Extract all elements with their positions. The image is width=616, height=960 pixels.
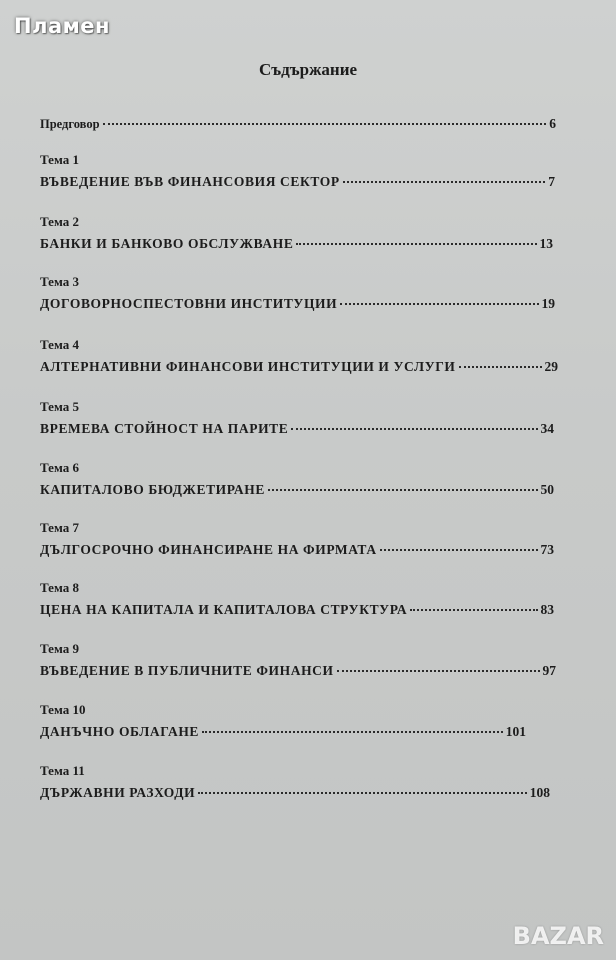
leader-dots xyxy=(380,549,538,551)
toc-entry-topic xyxy=(40,663,556,679)
toc-page-number: 73 xyxy=(540,542,554,557)
toc-page-number: 97 xyxy=(542,663,556,678)
toc-page-number: 101 xyxy=(505,724,526,739)
topic-title: ДЪЛГОСРОЧНО ФИНАНСИРАНЕ НА ФИРМАТА xyxy=(40,542,377,557)
toc-entry-topic xyxy=(40,174,555,190)
topic-title: ДЪРЖАВНИ РАЗХОДИ xyxy=(40,785,196,800)
toc-entry-label: Предговор xyxy=(40,117,100,131)
topic-title: ВРЕМЕВА СТОЙНОСТ НА ПАРИТЕ xyxy=(40,421,289,436)
topic-number-label: Тема 1 xyxy=(40,152,79,167)
toc-page-number: 83 xyxy=(540,602,554,617)
toc-entry-preface xyxy=(40,116,556,132)
toc-page-number: 7 xyxy=(548,174,555,189)
leader-dots xyxy=(202,731,503,733)
toc-page-number: 34 xyxy=(540,421,554,436)
leader-dots xyxy=(459,366,542,368)
toc-entry-topic xyxy=(40,296,555,312)
toc-title: Съдържание xyxy=(258,60,358,79)
topic-number-label: Тема 7 xyxy=(40,520,79,535)
bazar-logo: BAZAR xyxy=(512,922,604,950)
topic-number-label: Тема 4 xyxy=(40,337,79,352)
leader-dots xyxy=(340,303,538,305)
leader-dots xyxy=(291,428,537,430)
topic-number-label: Тема 9 xyxy=(40,641,79,656)
seller-name-watermark: Пламен xyxy=(14,14,111,38)
topic-number-label: Тема 5 xyxy=(40,399,79,414)
toc-entry-topic xyxy=(40,785,550,801)
leader-dots xyxy=(268,489,538,491)
leader-dots xyxy=(337,670,540,672)
leader-dots xyxy=(103,123,547,125)
topic-title: ВЪВЕДЕНИЕ В ПУБЛИЧНИТЕ ФИНАНСИ xyxy=(40,663,334,678)
toc-page-number: 6 xyxy=(549,116,556,131)
topic-title: ЦЕНА НА КАПИТАЛА И КАПИТАЛОВА СТРУКТУРА xyxy=(40,602,408,617)
topic-number-label: Тема 10 xyxy=(40,702,86,717)
toc-entry-topic xyxy=(40,724,526,740)
topic-title: КАПИТАЛОВО БЮДЖЕТИРАНЕ xyxy=(40,482,265,497)
topic-number-label: Тема 3 xyxy=(40,274,79,289)
toc-page-number: 19 xyxy=(541,296,555,311)
toc-entry-topic xyxy=(40,602,554,618)
toc-page-number: 29 xyxy=(544,359,558,374)
topic-number-label: Тема 6 xyxy=(40,460,79,475)
topic-title: АЛТЕРНАТИВНИ ФИНАНСОВИ ИНСТИТУЦИИ И УСЛУГИ xyxy=(40,359,456,374)
toc-entry-topic xyxy=(40,482,554,498)
leader-dots xyxy=(296,243,536,245)
topic-number-label: Тема 8 xyxy=(40,580,79,595)
toc-page-number: 108 xyxy=(529,785,550,800)
topic-number-label: Тема 11 xyxy=(40,763,85,778)
toc-entry-topic xyxy=(40,359,558,375)
topic-title: ДАНЪЧНО ОБЛАГАНЕ xyxy=(40,724,200,739)
toc-page-number: 13 xyxy=(539,236,553,251)
leader-dots xyxy=(410,609,537,611)
toc-page-number: 50 xyxy=(540,482,554,497)
leader-dots xyxy=(198,792,527,794)
topic-title: ДОГОВОРНОСПЕСТОВНИ ИНСТИТУЦИИ xyxy=(40,296,338,311)
topic-number-label: Тема 2 xyxy=(40,214,79,229)
topic-title: БАНКИ И БАНКОВО ОБСЛУЖВАНЕ xyxy=(40,236,294,251)
leader-dots xyxy=(343,181,546,183)
toc-entry-topic xyxy=(40,542,554,558)
toc-entry-topic xyxy=(40,236,553,252)
topic-title: ВЪВЕДЕНИЕ ВЪВ ФИНАНСОВИЯ СЕКТОР xyxy=(40,174,340,189)
toc-entry-topic xyxy=(40,421,554,437)
